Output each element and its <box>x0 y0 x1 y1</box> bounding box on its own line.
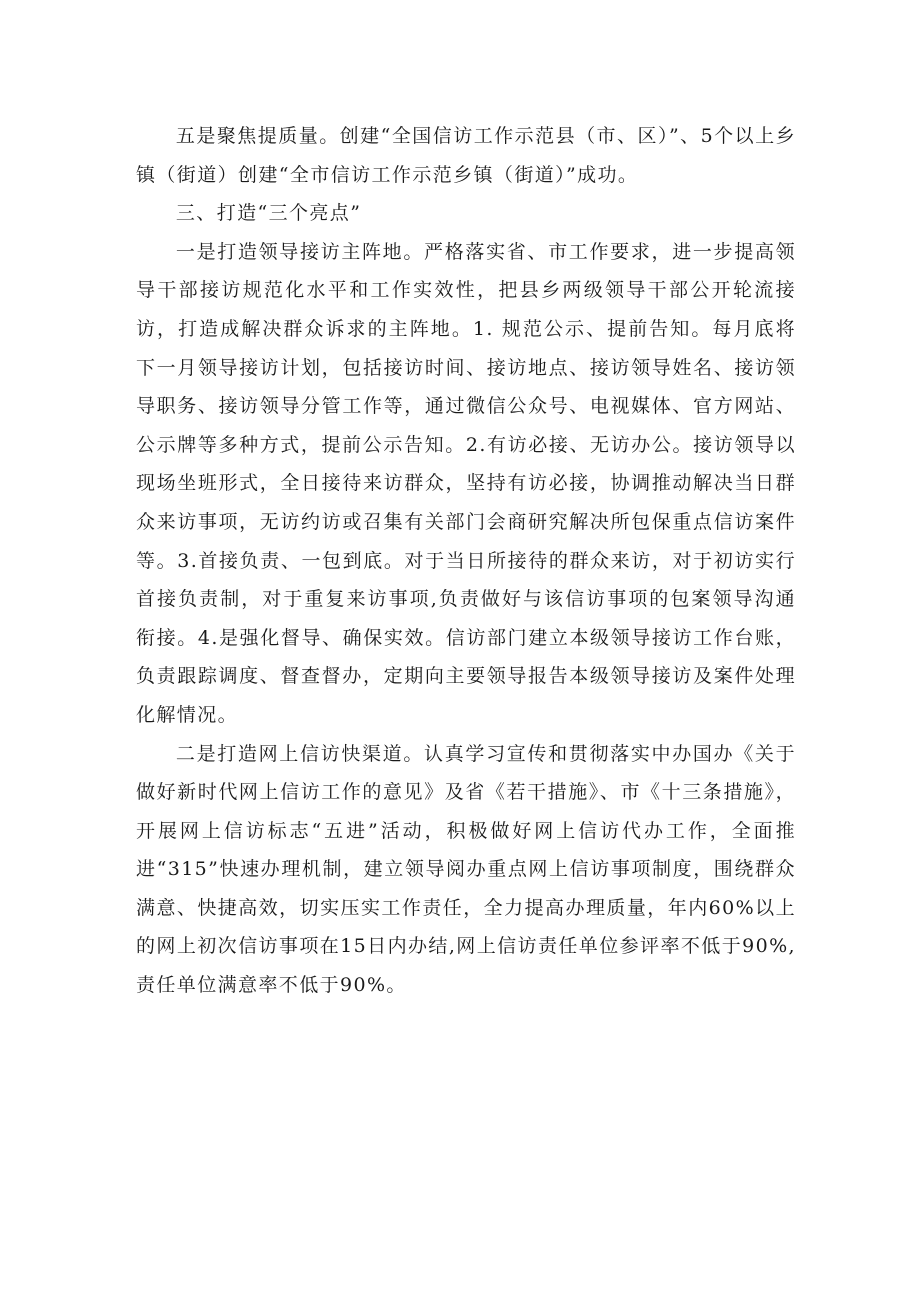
paragraph-focus-quality: 五是聚焦提质量。创建“全国信访工作示范县（市、区）”、5个以上乡镇（街道）创建“全市信访工作示范乡镇（街道）”成功。 <box>136 125 796 186</box>
document-body <box>136 117 796 1005</box>
section-heading-three-highlights: 三、打造“三个亮点” <box>175 202 362 225</box>
paragraph-online-petition: 二是打造网上信访快渠道。认真学习宣传和贯彻落实中办国办《关于做好新时代网上信访工作的意见》及省《若干措施》、市《十三条措施》，开展网上信访标志“五进”活动，积极做好网上信访代办工作，全面推进“315”快速办理机制，建立领导阅办重点网上信访事项制度，围绕群众满意、快捷高效，切实压实工作责任，全力提高办理质量，年内60%以上的网上初次信访事项在15日内办结,网上信访责任单位参评率不低于90%,责任单位满意率不低于90%。 <box>136 742 796 997</box>
paragraph-leadership-reception: 一是打造领导接访主阵地。严格落实省、市工作要求，进一步提高领导干部接访规范化水平和工作实效性，把县乡两级领导干部公开轮流接访，打造成解决群众诉求的主阵地。1. 规范公示、提前告知。每月底将下一月领导接访计划，包括接访时间、接访地点、接访领导姓名、接访领导职务、接访领导分管工作等，通过微信公众号、电视媒体、官方网站、公示牌等多种方式，提前公示告知。2.有访必接、无访办公。接访领导以现场坐班形式，全日接待来访群众，坚持有访必接，协调推动解决当日群众来访事项，无访约访或召集有关部门会商研究解决所包保重点信访案件等。3.首接负责、一包到底。对于当日所接待的群众来访，对于初访实行首接负责制，对于重复来访事项,负责做好与该信访事项的包案领导沟通衔接。4.是强化督导、确保实效。信访部门建立本级领导接访工作台账，负责跟踪调度、督查督办，定期向主要领导报告本级领导接访及案件处理化解情况。 <box>136 240 796 726</box>
